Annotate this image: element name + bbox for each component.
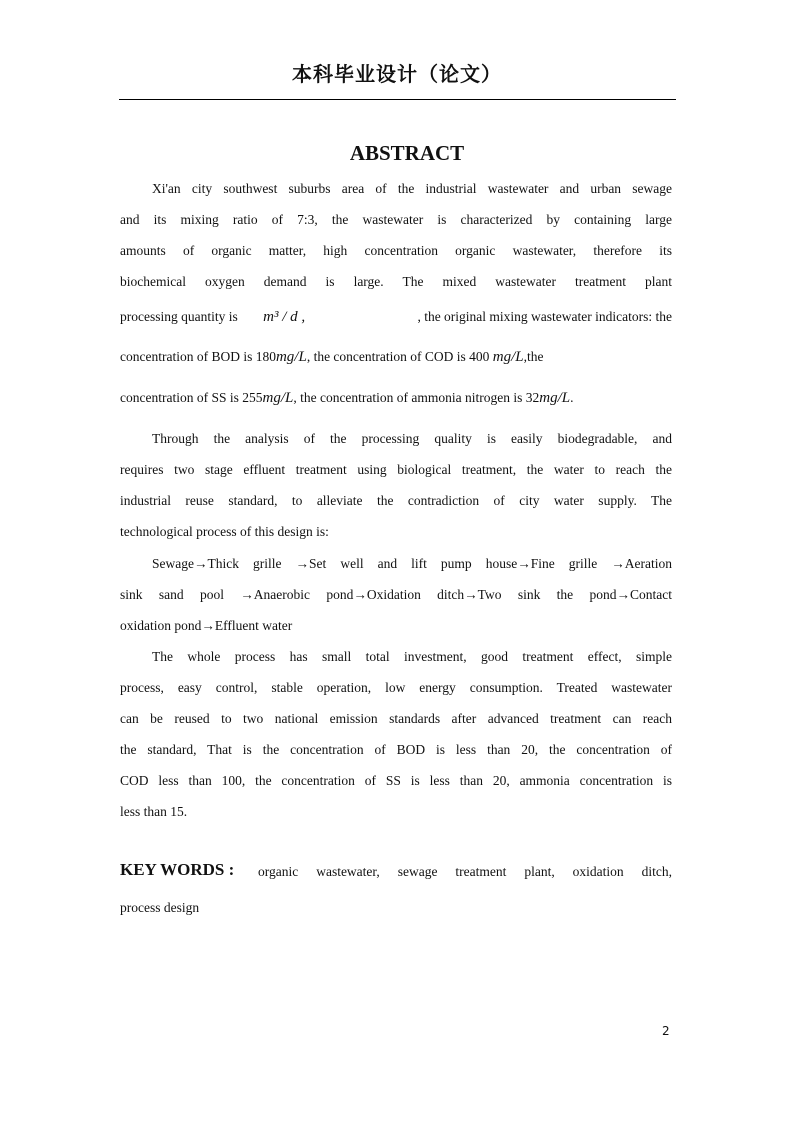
text-line bbox=[120, 349, 672, 366]
text-fragment: , the original mixing wastewater indicators: the bbox=[417, 309, 672, 324]
text-line: industrial reuse standard, to alleviate the contradiction of city water supply. The bbox=[120, 493, 672, 508]
keywords-text: process design bbox=[120, 900, 200, 915]
text-line: requires two stage effluent treatment using biological treatment, the water to reach the bbox=[120, 462, 672, 477]
text-line: less than 15. bbox=[120, 804, 188, 819]
text-line: Through the analysis of the processing quality is easily biodegradable, and bbox=[152, 431, 672, 446]
text-line: process, easy control, stable operation, low energy consumption. Treated wastewater bbox=[120, 680, 672, 695]
text-fragment: , the concentration of COD is 400 bbox=[306, 349, 490, 364]
text-line: Sewage→Thick grille →Set well and lift pump house→Fine grille →Aeration bbox=[152, 556, 672, 571]
text-line: Xi'an city southwest suburbs area of the industrial wastewater and urban sewage bbox=[152, 181, 672, 196]
text-line: amounts of organic matter, high concentration organic wastewater, therefore its bbox=[120, 243, 672, 258]
text-fragment: ,the bbox=[523, 349, 544, 364]
text-line: COD less than 100, the concentration of SS is less than 20, ammonia concentration is bbox=[120, 773, 672, 788]
text-line: oxidation pond→Effluent water bbox=[120, 618, 293, 633]
text-line: the standard, That is the concentration of BOD is less than 20, the concentration of bbox=[120, 742, 672, 757]
header-rule bbox=[119, 99, 676, 100]
text-line: and its mixing ratio of 7:3, the wastewater is characterized by containing large bbox=[120, 212, 672, 227]
keywords-label: KEY WORDS : bbox=[120, 860, 235, 879]
text-line bbox=[120, 390, 672, 407]
text-line: The whole process has small total investment, good treatment effect, simple bbox=[152, 649, 672, 664]
keywords-text: organic wastewater, sewage treatment plant, oxidation ditch, bbox=[258, 864, 672, 879]
text-line bbox=[120, 309, 672, 326]
unit-mg-per-l: mg/L bbox=[492, 349, 524, 365]
text-line: technological process of this design is: bbox=[120, 524, 329, 539]
unit-mg-per-l: mg/L bbox=[262, 390, 294, 406]
text-fragment: , the concentration of ammonia nitrogen is 32 bbox=[293, 390, 540, 405]
flow-unit: m³ / d , bbox=[263, 309, 306, 325]
unit-mg-per-l: mg/L bbox=[539, 390, 571, 406]
text-fragment: concentration of SS is 255 bbox=[120, 390, 263, 405]
keywords-line bbox=[120, 860, 672, 880]
text-fragment: concentration of BOD is 180 bbox=[120, 349, 276, 364]
text-fragment: . bbox=[570, 390, 574, 405]
abstract-heading: ABSTRACT bbox=[349, 141, 465, 165]
text-fragment: processing quantity is bbox=[120, 309, 238, 324]
text-line: can be reused to two national emission standards after advanced treatment can reach bbox=[120, 711, 672, 726]
text-line: biochemical oxygen demand is large. The mixed wastewater treatment plant bbox=[120, 274, 672, 289]
page-number: 2 bbox=[662, 1024, 670, 1038]
text-line: sink sand pool →Anaerobic pond→Oxidation ditch→Two sink the pond→Contact bbox=[120, 587, 672, 602]
page-header-title: 本科毕业设计（论文） bbox=[292, 62, 502, 86]
unit-mg-per-l: mg/L bbox=[275, 349, 307, 365]
